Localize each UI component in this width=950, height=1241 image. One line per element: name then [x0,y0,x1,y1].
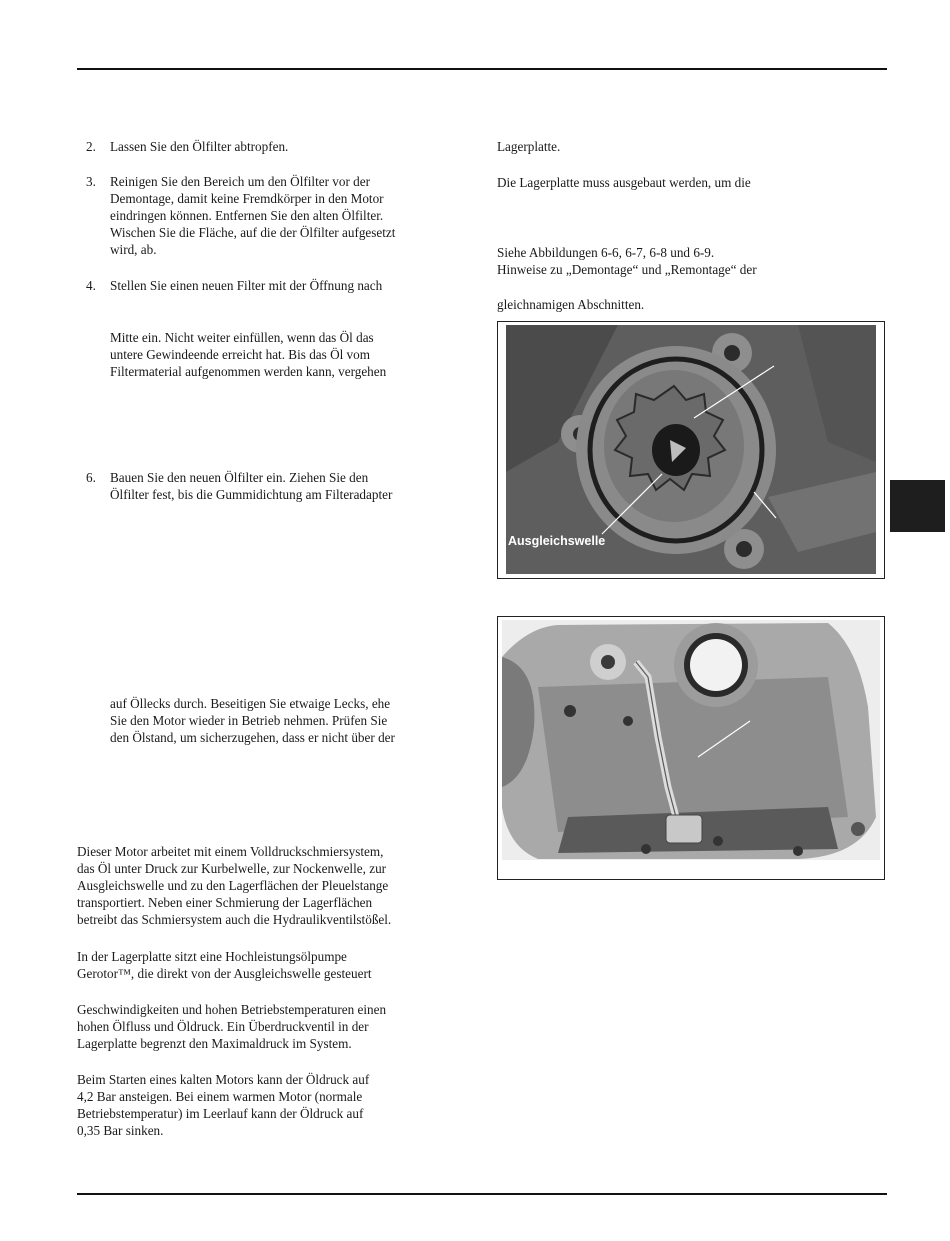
step-line: eindringen können. Entfernen Sie den alten Ölfilter. [110,208,384,223]
paragraph-line: Siehe Abbildungen 6-6, 6-7, 6-8 und 6-9. [497,245,715,260]
step-line: untere Gewindeende erreicht hat. Bis das Öl vom [110,347,371,362]
paragraph-line: Lagerplatte. [497,139,561,154]
step-number: 6. [86,470,96,485]
paragraph-line: Dieser Motor arbeitet mit einem Volldruckschmiersystem, [77,844,384,859]
paragraph-line: Geschwindigkeiten und hohen Betriebstemperaturen einen [77,1002,387,1017]
paragraph [497,296,897,313]
step-number: 4. [86,278,96,293]
paragraph [77,1071,477,1139]
step-number: 2. [86,139,96,154]
paragraph-line: Lagerplatte begrenzt den Maximaldruck im System. [77,1036,352,1051]
step-line: Stellen Sie einen neuen Filter mit der Öffnung nach [110,278,383,293]
paragraph-line: Hinweise zu „Demontage“ und „Remontage“ der [497,262,757,277]
step-line: den Ölstand, um sicherzugehen, dass er nicht über der [110,730,395,745]
step-line: Bauen Sie den neuen Ölfilter ein. Ziehen Sie den [110,470,369,485]
paragraph-line: Betriebstemperatur) im Leerlauf kann der Öldruck auf [77,1106,364,1121]
step-line: Demontage, damit keine Fremdkörper in den Motor [110,191,384,206]
step-line: Mitte ein. Nicht weiter einfüllen, wenn das Öl das [110,330,374,345]
paragraph-line: gleichnamigen Abschnitten. [497,297,645,312]
step-line: Wischen Sie die Fläche, auf die der Ölfilter aufgesetzt [110,225,396,240]
step-line: auf Öllecks durch. Beseitigen Sie etwaige Lecks, ehe [110,696,391,711]
step-continuation [77,329,467,380]
paragraph [77,843,477,928]
paragraph [497,244,897,278]
step-3 [77,173,467,258]
paragraph-line: In der Lagerplatte sitzt eine Hochleistungsölpumpe [77,949,347,964]
step-4 [77,277,467,294]
step-6 [77,469,467,503]
step-line: Lassen Sie den Ölfilter abtropfen. [110,139,289,154]
paragraph-line: hohen Ölfluss und Öldruck. Ein Überdruckventil in der [77,1019,369,1034]
step-line: Reinigen Sie den Bereich um den Ölfilter vor der [110,174,371,189]
step-line: Ölfilter fest, bis die Gummidichtung am Filteradapter [110,487,393,502]
paragraph-line: Ausgleichswelle und zu den Lagerflächen der Pleuelstange [77,878,389,893]
paragraph-line: Gerotor™, die direkt von der Ausgleichswelle gesteuert [77,966,372,981]
oil-pump-photo [498,322,883,577]
footer-rule [77,1193,887,1195]
header-rule [77,68,887,70]
paragraph [77,1001,477,1052]
paragraph [497,138,897,155]
figure-bearing-plate [497,616,885,880]
paragraph-line: 4,2 Bar ansteigen. Bei einem warmen Motor (normale [77,1089,363,1104]
figure-oil-pump [497,321,885,579]
callout-label: Ausgleichswelle [508,534,606,548]
step-number: 3. [86,174,96,189]
chapter-tab [890,480,945,532]
paragraph-line: betreibt das Schmiersystem auch die Hydraulikventilstößel. [77,912,392,927]
paragraph [77,948,477,982]
paragraph [497,174,897,191]
paragraph-line: 0,35 Bar sinken. [77,1123,164,1138]
step-2 [77,138,467,155]
paragraph-line: Die Lagerplatte muss ausgebaut werden, um die [497,175,751,190]
paragraph-line: transportiert. Neben einer Schmierung der Lagerflächen [77,895,373,910]
paragraph-line: das Öl unter Druck zur Kurbelwelle, zur Nockenwelle, zur [77,861,387,876]
step-line: Sie den Motor wieder in Betrieb nehmen. Prüfen Sie [110,713,388,728]
paragraph-line: Beim Starten eines kalten Motors kann der Öldruck auf [77,1072,370,1087]
step-line: Filtermaterial aufgenommen werden kann, vergehen [110,364,387,379]
step-continuation [77,695,467,746]
step-line: wird, ab. [110,242,157,257]
bearing-plate-photo [498,617,883,878]
